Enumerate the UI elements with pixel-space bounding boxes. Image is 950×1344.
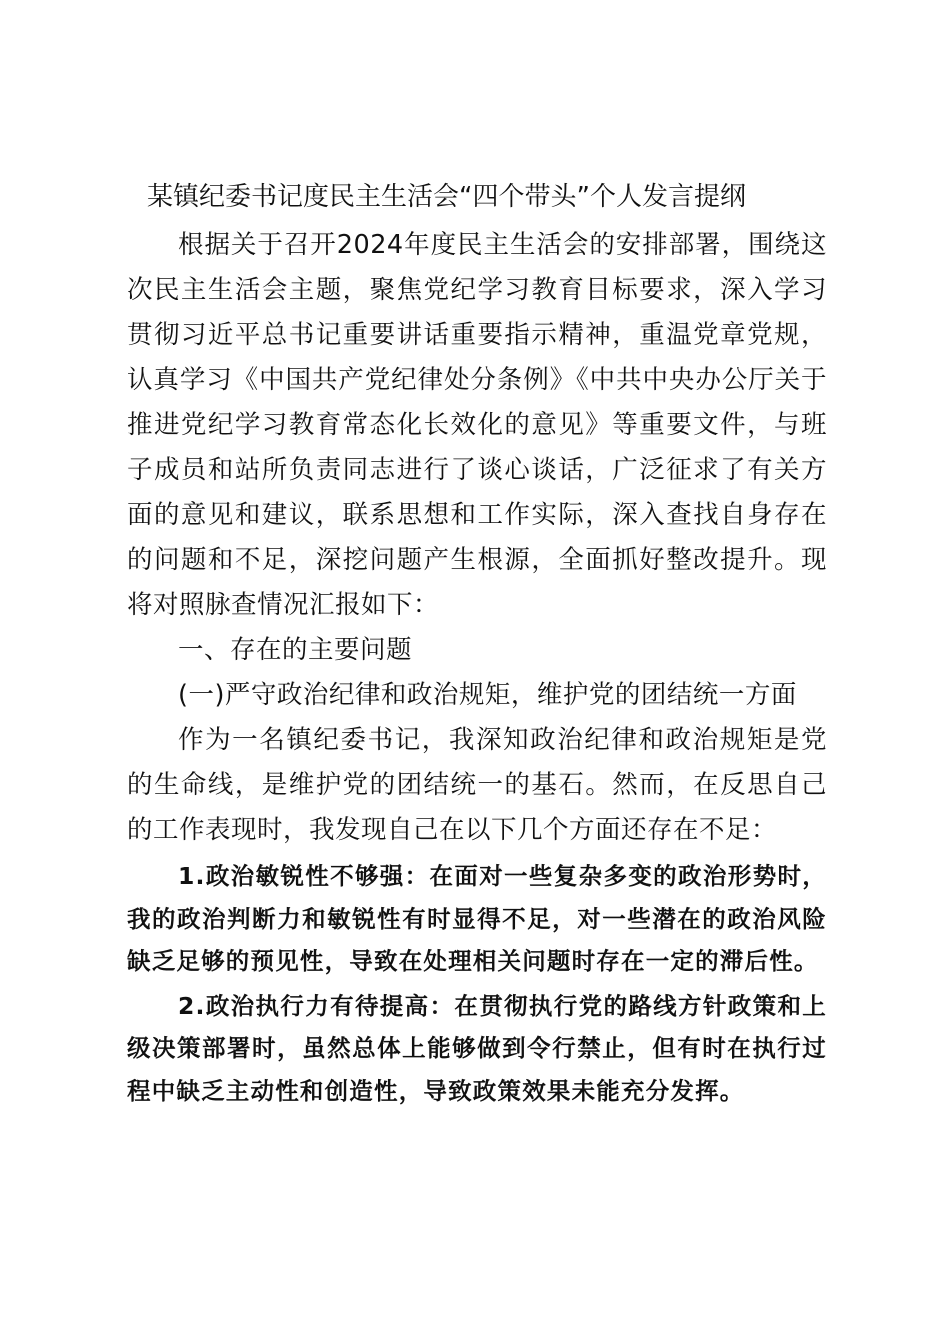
body-paragraph: 作为一名镇纪委书记，我深知政治纪律和政治规矩是党的生命线，是维护党的团结统一的基石。然而，在反思自己的工作表现时，我发现自己在以下几个方面还存在不足： [127,725,827,845]
issue-paragraph-2: 2.政治执行力有待提高：在贯彻执行党的路线方针政策和上级决策部署时，虽然总体上能够做到令行禁止，但有时在执行过程中缺乏主动性和创造性，导致政策效果未能充分发挥。 [127,991,827,1105]
section-heading: 一、存在的主要问题 [178,635,413,665]
intro-paragraph: 根据关于召开2024年度民主生活会的安排部署，围绕这次民主生活会主题，聚焦党纪学习教育目标要求，深入学习贯彻习近平总书记重要讲话重要指示精神，重温党章党规，认真学习《中国共产党纪律处分条例》《中共中央办公厅关于推进党纪学习教育常态化长效化的意见》等重要文件，与班子成员和站所负责同志进行了谈心谈话，广泛征求了有关方面的意见和建议，联系思想和工作实际，深入查找自身存在的问题和不足，深挖问题产生根源，全面抓好整改提升。现将对照脉查情况汇报如下： [127,230,827,620]
document-body [127,223,827,1112]
issue-paragraph-1: 1.政治敏锐性不够强：在面对一些复杂多变的政治形势时，我的政治判断力和敏锐性有时显得不足，对一些潜在的政治风险缺乏足够的预见性，导致在处理相关问题时存在一定的滞后性。 [127,862,827,975]
subsection-heading: (一)严守政治纪律和政治规矩，维护党的团结统一方面 [178,680,797,710]
document-title: 某镇纪委书记度民主生活会“四个带头”个人发言提纲 [147,182,746,212]
